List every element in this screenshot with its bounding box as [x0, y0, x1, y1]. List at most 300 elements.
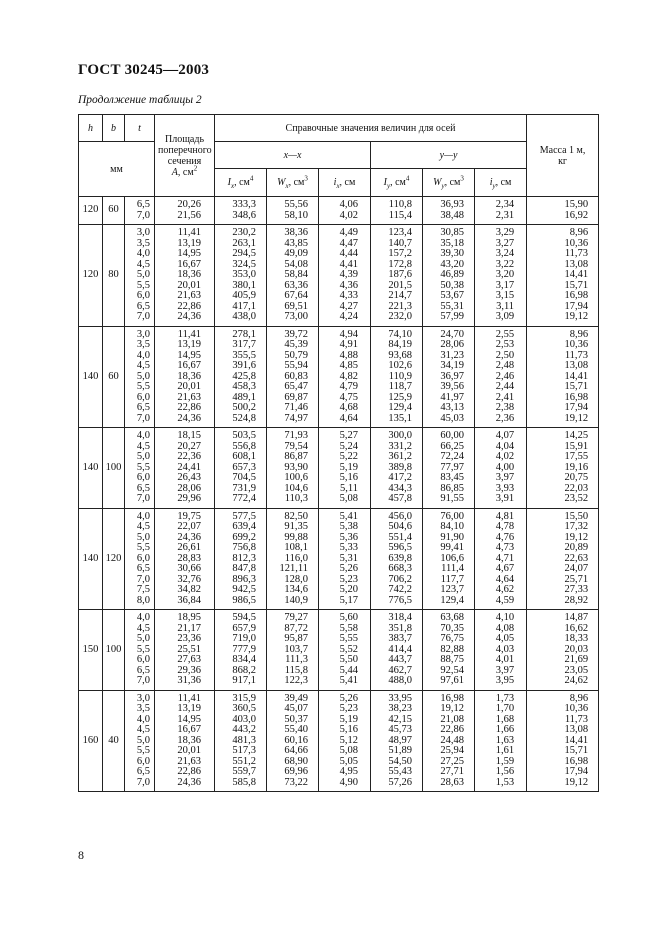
value: 20,27: [177, 440, 201, 452]
value: 104,6: [284, 482, 308, 494]
value: 4,94: [339, 328, 358, 340]
value: 5,0: [136, 451, 150, 462]
value: 4,67: [495, 563, 515, 574]
page-number: 8: [78, 848, 84, 862]
value: 34,82: [177, 584, 201, 595]
value: 2,38: [495, 402, 515, 413]
value: 28,06: [177, 482, 201, 494]
area-label: Площадь поперечного сечения: [158, 133, 212, 167]
value: 16,67: [177, 724, 201, 735]
value: 355,5: [232, 349, 256, 361]
value: 456,0: [388, 510, 412, 522]
cell-b: 60: [103, 197, 125, 225]
cell-radius-gyration-y: [475, 326, 527, 428]
value: 2,36: [495, 412, 515, 424]
value: 16,98: [440, 692, 464, 704]
value: 5,60: [339, 612, 358, 623]
cell-moment-inertia-y: [371, 225, 423, 327]
cell-section-modulus-x: [267, 326, 319, 428]
value: 13,19: [177, 339, 201, 350]
cell-moment-inertia-y: [371, 428, 423, 509]
value: 15,91: [564, 440, 589, 452]
value: 3,11: [496, 300, 515, 312]
value: 102,6: [388, 360, 412, 371]
value: 6,0: [136, 755, 150, 767]
value: 324,5: [232, 258, 256, 270]
value: 559,7: [232, 766, 256, 777]
value: 15,71: [564, 381, 589, 392]
value: 50,79: [284, 349, 308, 361]
value: 25,51: [177, 643, 201, 655]
value: 5,50: [339, 654, 358, 665]
value: 69,96: [284, 766, 308, 777]
value: 2,53: [495, 339, 515, 350]
value: 122,3: [284, 675, 308, 686]
cell-mass-per-meter: [527, 197, 599, 225]
value: 7,0: [136, 776, 150, 788]
cell-section-area: [155, 610, 215, 691]
value: 417,1: [232, 300, 256, 312]
value: 4,03: [495, 643, 515, 655]
table-row: [79, 610, 599, 691]
value: 5,0: [136, 633, 150, 644]
cell-mass-per-meter: [527, 690, 599, 792]
cell-radius-gyration-x: [319, 326, 371, 428]
value: 35,18: [440, 237, 464, 249]
value: 20,01: [177, 745, 201, 756]
value: 20,26: [177, 199, 201, 210]
value: 45,39: [284, 339, 308, 350]
value: 5,52: [339, 643, 358, 655]
value: 3,20: [495, 269, 515, 280]
value: 20,01: [177, 279, 201, 291]
value: 5,24: [339, 440, 358, 452]
cell-h: 140: [79, 326, 103, 428]
cell-moment-inertia-x: [215, 225, 267, 327]
value: 11,41: [177, 328, 201, 340]
value: 986,5: [232, 594, 256, 606]
value: 88,75: [440, 654, 464, 665]
value: 99,88: [284, 531, 308, 543]
value: 76,00: [440, 510, 464, 522]
value: 4,76: [495, 531, 515, 543]
value: 4,44: [339, 248, 358, 259]
value: 383,7: [388, 633, 412, 644]
value: 23,05: [564, 664, 589, 676]
value: 54,08: [284, 258, 308, 270]
cell-radius-gyration-x: [319, 690, 371, 792]
cell-section-modulus-x: [267, 428, 319, 509]
value: 6,0: [136, 654, 150, 665]
value: 488,0: [388, 675, 412, 686]
value: 14,95: [177, 248, 201, 259]
value: 462,7: [388, 664, 412, 676]
value: 29,36: [177, 664, 201, 676]
value: 10,36: [564, 237, 589, 249]
value: 27,25: [440, 755, 464, 767]
value: 4,59: [495, 594, 515, 606]
cell-radius-gyration-y: [475, 690, 527, 792]
value: 5,20: [339, 584, 358, 595]
cell-h: 120: [79, 197, 103, 225]
cell-mass-per-meter: [527, 428, 599, 509]
header-Wx: $W_x$, $см^3$: [267, 169, 319, 197]
value: 4,5: [136, 724, 150, 735]
value: 5,26: [339, 692, 358, 704]
value: 45,03: [440, 412, 464, 424]
value: 4,47: [339, 237, 358, 249]
value: 115,4: [388, 209, 412, 221]
value: 31,36: [177, 675, 201, 686]
cell-radius-gyration-y: [475, 610, 527, 691]
cell-wall-thickness: [125, 610, 155, 691]
value: 32,76: [177, 573, 201, 585]
value: 389,8: [388, 461, 412, 473]
value: 74,97: [284, 412, 308, 424]
value: 21,63: [177, 391, 201, 403]
value: 3,5: [136, 703, 150, 714]
value: 5,0: [136, 734, 150, 746]
value: 24,41: [177, 461, 201, 473]
value: 70,35: [440, 622, 464, 634]
value: 79,27: [284, 612, 308, 623]
value: 22,86: [177, 766, 201, 777]
value: 6,0: [136, 552, 150, 564]
cell-b: 80: [103, 225, 125, 327]
value: 6,5: [136, 199, 150, 210]
value: 74,10: [388, 328, 412, 340]
value: 668,3: [388, 563, 412, 574]
cell-wall-thickness: [125, 326, 155, 428]
value: 361,2: [388, 451, 412, 462]
value: 5,23: [339, 703, 358, 714]
value: 5,5: [136, 381, 150, 392]
value: 125,9: [388, 391, 412, 403]
value: 214,7: [388, 290, 412, 301]
value: 18,95: [177, 612, 201, 623]
value: 22,03: [564, 482, 589, 494]
cell-h: 160: [79, 690, 103, 792]
value: 5,58: [339, 622, 358, 634]
value: 6,5: [136, 300, 150, 312]
value: 7,0: [136, 209, 150, 221]
value: 26,43: [177, 472, 201, 483]
value: 5,08: [339, 745, 358, 756]
cell-radius-gyration-y: [475, 508, 527, 610]
value: 69,51: [284, 300, 308, 312]
value: 4,33: [339, 290, 358, 301]
value: 300,0: [388, 430, 412, 441]
value: 58,84: [284, 269, 308, 280]
value: 21,63: [177, 755, 201, 767]
value: 3,5: [136, 237, 150, 249]
value: 29,96: [177, 493, 201, 504]
value: 69,87: [284, 391, 308, 403]
value: 111,4: [441, 563, 464, 574]
value: 187,6: [388, 269, 412, 280]
value: 129,4: [440, 594, 464, 606]
value: 3,0: [136, 692, 150, 704]
value: 777,9: [232, 643, 256, 655]
value: 699,2: [232, 531, 256, 543]
value: 63,68: [440, 612, 464, 623]
value: 16,67: [177, 258, 201, 270]
value: 19,75: [177, 510, 201, 522]
value: 117,7: [440, 573, 464, 585]
value: 57,26: [388, 776, 412, 788]
value: 14,95: [177, 713, 201, 725]
cell-radius-gyration-y: [475, 225, 527, 327]
value: 4,62: [495, 584, 515, 595]
value: 25,94: [440, 745, 464, 756]
value: 16,98: [564, 290, 589, 301]
cell-moment-inertia-x: [215, 428, 267, 509]
value: 71,93: [284, 430, 308, 441]
cell-radius-gyration-y: [475, 197, 527, 225]
value: 10,36: [564, 339, 589, 350]
header-Iy: $I_y$, $см^4$: [371, 169, 423, 197]
value: 28,63: [440, 776, 464, 788]
header-Wy: $W_y$, $см^3$: [423, 169, 475, 197]
value: 6,0: [136, 290, 150, 301]
value: 13,08: [564, 258, 589, 270]
value: 4,5: [136, 440, 150, 452]
value: 33,95: [388, 692, 412, 704]
value: 86,87: [284, 451, 308, 462]
value: 230,2: [232, 227, 256, 238]
value: 17,94: [564, 300, 589, 312]
value: 481,3: [232, 734, 256, 746]
value: 129,4: [388, 402, 412, 413]
cell-radius-gyration-x: [319, 428, 371, 509]
value: 7,0: [136, 573, 150, 585]
value: 24,62: [564, 675, 589, 686]
cell-wall-thickness: [125, 197, 155, 225]
value: 4,82: [339, 370, 358, 382]
profile-table: [78, 114, 599, 792]
value: 4,73: [495, 542, 515, 553]
cell-wall-thickness: [125, 428, 155, 509]
cell-b: 120: [103, 508, 125, 610]
value: 4,24: [339, 311, 358, 322]
value: 5,26: [339, 563, 358, 574]
value: 4,07: [495, 430, 515, 441]
value: 15,71: [564, 745, 589, 756]
value: 11,73: [564, 248, 589, 259]
cell-moment-inertia-x: [215, 610, 267, 691]
value: 108,1: [284, 542, 308, 553]
value: 5,27: [339, 430, 358, 441]
value: 5,38: [339, 521, 358, 532]
value: 57,99: [440, 311, 464, 322]
cell-moment-inertia-y: [371, 197, 423, 225]
table-row: [79, 690, 599, 792]
cell-section-modulus-y: [423, 326, 475, 428]
value: 5,16: [339, 724, 358, 735]
value: 115,8: [284, 664, 308, 676]
value: 4,06: [339, 199, 358, 210]
value: 19,12: [564, 311, 589, 322]
cell-moment-inertia-y: [371, 690, 423, 792]
value: 4,0: [136, 713, 150, 725]
value: 17,32: [564, 521, 589, 532]
header-mass: Масса 1 м, кг: [527, 115, 599, 197]
value: 21,63: [177, 290, 201, 301]
value: 4,0: [136, 349, 150, 361]
value: 5,0: [136, 269, 150, 280]
value: 551,2: [232, 755, 256, 767]
value: 41,97: [440, 391, 464, 403]
cell-wall-thickness: [125, 225, 155, 327]
cell-radius-gyration-x: [319, 197, 371, 225]
value: 30,66: [177, 563, 201, 574]
value: 5,41: [339, 510, 358, 522]
value: 4,5: [136, 521, 150, 532]
cell-section-modulus-x: [267, 690, 319, 792]
value: 82,50: [284, 510, 308, 522]
cell-radius-gyration-x: [319, 225, 371, 327]
value: 134,6: [284, 584, 308, 595]
value: 6,5: [136, 402, 150, 413]
value: 24,36: [177, 531, 201, 543]
value: 1,59: [495, 755, 515, 767]
value: 317,7: [232, 339, 256, 350]
value: 11,73: [564, 713, 589, 725]
value: 5,19: [339, 461, 358, 473]
value: 2,31: [495, 209, 515, 221]
value: 391,6: [232, 360, 256, 371]
value: 8,96: [569, 692, 589, 704]
value: 34,19: [440, 360, 464, 371]
value: 5,0: [136, 370, 150, 382]
value: 22,63: [564, 552, 589, 564]
value: 1,61: [495, 745, 515, 756]
value: 3,95: [495, 675, 515, 686]
cell-section-modulus-y: [423, 225, 475, 327]
value: 3,27: [495, 237, 515, 249]
cell-section-modulus-y: [423, 610, 475, 691]
value: 8,96: [569, 328, 589, 340]
value: 18,36: [177, 734, 201, 746]
value: 1,73: [495, 692, 515, 704]
cell-section-modulus-y: [423, 428, 475, 509]
value: 93,68: [388, 349, 412, 361]
value: 46,89: [440, 269, 464, 280]
value: 16,92: [564, 209, 589, 221]
value: 403,0: [232, 713, 256, 725]
value: 8,0: [136, 594, 150, 606]
value: 639,8: [388, 552, 412, 564]
value: 294,5: [232, 248, 256, 259]
value: 503,5: [232, 430, 256, 441]
value: 942,5: [232, 584, 256, 595]
value: 551,4: [388, 531, 412, 543]
value: 434,3: [388, 482, 412, 494]
cell-radius-gyration-x: [319, 610, 371, 691]
value: 71,46: [284, 402, 308, 413]
value: 5,44: [339, 664, 358, 676]
value: 2,50: [495, 349, 515, 361]
value: 201,5: [388, 279, 412, 291]
value: 5,22: [339, 451, 358, 462]
value: 585,8: [232, 776, 256, 788]
value: 5,12: [339, 734, 358, 746]
value: 11,41: [177, 692, 201, 704]
value: 11,41: [177, 227, 201, 238]
value: 2,55: [495, 328, 515, 340]
cell-section-modulus-x: [267, 225, 319, 327]
cell-moment-inertia-x: [215, 326, 267, 428]
value: 706,2: [388, 573, 412, 585]
value: 232,0: [388, 311, 412, 322]
value: 19,12: [564, 531, 589, 543]
value: 4,02: [495, 451, 515, 462]
value: 22,86: [177, 300, 201, 312]
value: 221,3: [388, 300, 412, 312]
value: 7,0: [136, 412, 150, 424]
value: 24,70: [440, 328, 464, 340]
value: 5,17: [339, 594, 358, 606]
value: 4,01: [495, 654, 515, 665]
value: 657,9: [232, 622, 256, 634]
value: 2,41: [495, 391, 515, 403]
value: 15,50: [564, 510, 589, 522]
value: 135,1: [388, 412, 412, 424]
cell-b: 100: [103, 610, 125, 691]
value: 4,64: [495, 573, 515, 585]
value: 4,04: [495, 440, 515, 452]
value: 16,62: [564, 622, 589, 634]
value: 55,31: [440, 300, 464, 312]
value: 414,4: [388, 643, 412, 655]
value: 24,48: [440, 734, 464, 746]
cell-b: 100: [103, 428, 125, 509]
value: 77,97: [440, 461, 464, 473]
value: 4,88: [339, 349, 358, 361]
value: 776,5: [388, 594, 412, 606]
value: 10,36: [564, 703, 589, 714]
cell-mass-per-meter: [527, 610, 599, 691]
table-row: [79, 428, 599, 509]
table-row: [79, 508, 599, 610]
value: 5,23: [339, 573, 358, 585]
value: 556,8: [232, 440, 256, 452]
cell-h: 120: [79, 225, 103, 327]
value: 97,61: [440, 675, 464, 686]
cell-radius-gyration-x: [319, 508, 371, 610]
value: 116,0: [284, 552, 308, 564]
value: 756,8: [232, 542, 256, 553]
value: 812,3: [232, 552, 256, 564]
value: 16,98: [564, 391, 589, 403]
value: 110,3: [284, 493, 308, 504]
cell-moment-inertia-y: [371, 326, 423, 428]
value: 84,19: [388, 339, 412, 350]
value: 13,08: [564, 360, 589, 371]
value: 517,3: [232, 745, 256, 756]
value: 21,08: [440, 713, 464, 725]
value: 103,7: [284, 643, 308, 655]
value: 20,01: [177, 381, 201, 392]
value: 55,56: [284, 199, 308, 210]
value: 1,66: [495, 724, 515, 735]
value: 19,16: [564, 461, 589, 473]
value: 5,16: [339, 472, 358, 483]
value: 18,15: [177, 430, 201, 441]
value: 742,2: [388, 584, 412, 595]
value: 60,16: [284, 734, 308, 746]
value: 28,06: [440, 339, 464, 350]
